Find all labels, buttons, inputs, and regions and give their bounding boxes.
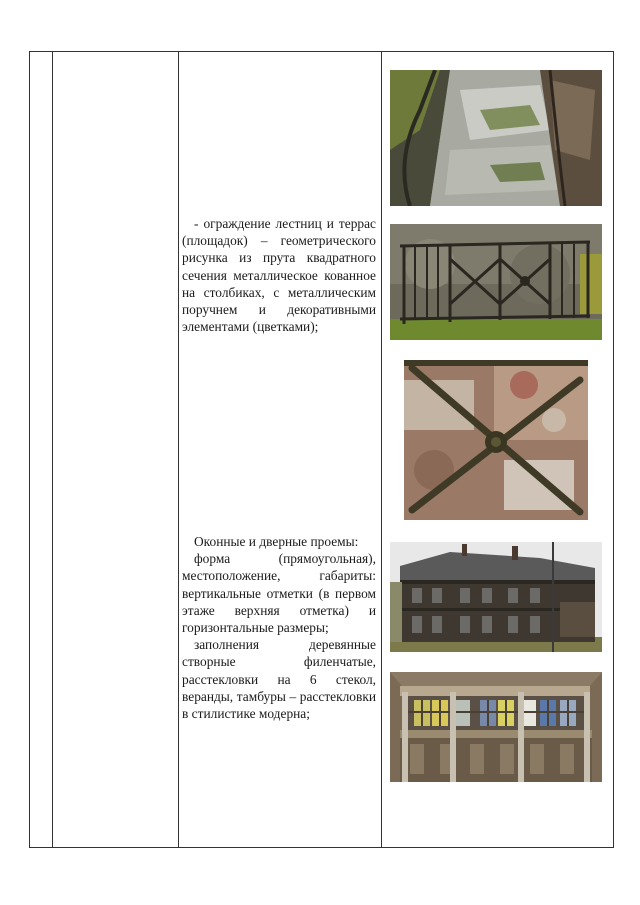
photo-staircase-moss: [390, 70, 602, 206]
photo-wooden-house: [390, 542, 602, 652]
railing-description: - ограждение лестниц и террас (площадок) – геометрического рисунка из прута квадратного сечения металлическое кованное на столбиках, с металлическим поручнем и декоративными элементами (цветками);: [182, 216, 376, 335]
photo-veranda-windows: [390, 672, 602, 782]
openings-heading: Оконные и дверные проемы:: [194, 534, 359, 549]
column-divider-1: [52, 52, 53, 847]
openings-filling: заполнения деревянные створные филенчатые, расстекловки на 6 стекол, веранды, тамбуры – расстекловки в стилистике модерна;: [182, 637, 376, 722]
openings-form: форма (прямоугольная), местоположение, габариты: вертикальные отметки (в первом этаже верхняя отметка) и горизонтальные размеры;: [182, 551, 376, 636]
photo-iron-railing: [390, 224, 602, 340]
column-divider-2: [178, 52, 179, 847]
railing-description-cell: [182, 215, 376, 335]
photo-railing-detail: [404, 360, 588, 520]
column-divider-3: [381, 52, 382, 847]
openings-description-cell: [182, 533, 376, 722]
